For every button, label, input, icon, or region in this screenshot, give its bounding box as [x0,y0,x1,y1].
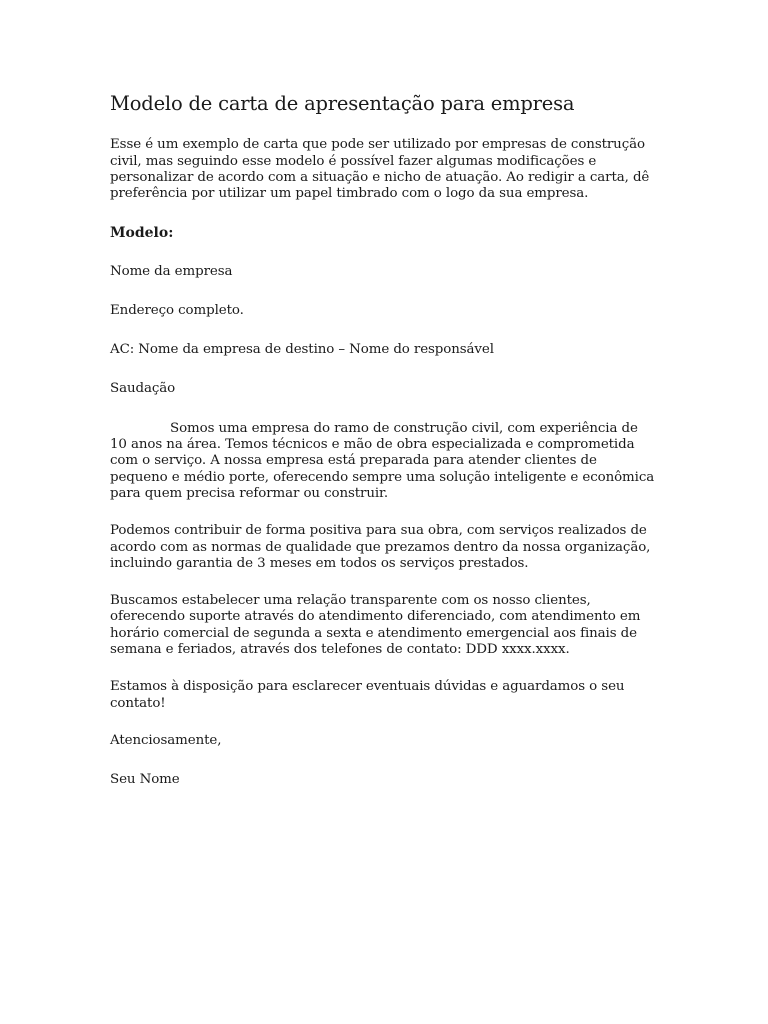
document-page [110,92,658,812]
modelo-label: Modelo: [110,224,174,241]
intro-paragraph: Esse é um exemplo de carta que pode ser utilizado por empresas de construção civil, mas seguindo esse modelo é possível fazer algumas modificações e personalizar de acordo com a situação e nicho de atuação. Ao redigir a carta, dê preferência por utilizar um papel timbrado com o logo da sua empresa. [110,137,650,202]
body-paragraph-2: Podemos contribuir de forma positiva para sua obra, com serviços realizados de acordo com as normas de qualidade que prezamos dentro da nossa organização, incluindo garantia de 3 meses em todos os serviços prestados. [110,523,651,571]
closing-line: Atenciosamente, [110,732,222,748]
body-paragraph-3: Buscamos estabelecer uma relação transparente com os nosso clientes, oferecendo suporte através do atendimento diferenciado, com atendimento em horário comercial de segunda a sexta e atendimento emergencial aos finais de semana e feriados, através dos telefones de contato: DDD xxxx.xxxx. [110,593,641,658]
greeting-line: Saudação [110,381,176,397]
body-paragraph-4: Estamos à disposição para esclarecer eventuais dúvidas e aguardamos o seu contato! [110,679,625,711]
recipient-line: AC: Nome da empresa de destino – Nome do responsável [110,342,494,358]
document-title: Modelo de carta de apresentação para empresa [110,92,575,115]
body-paragraph-1: Somos uma empresa do ramo de construção civil, com experiência de 10 anos na área. Temos técnicos e mão de obra especializada e comprometida com o serviço. A nossa empresa está preparada para atender clientes de pequeno e médio porte, oferecendo sempre uma solução inteligente e econômica para quem precisa reformar ou construir. [110,420,655,501]
address-line: Endereço completo. [110,302,244,318]
signature-line: Seu Nome [110,772,180,788]
company-name-line: Nome da empresa [110,263,233,279]
